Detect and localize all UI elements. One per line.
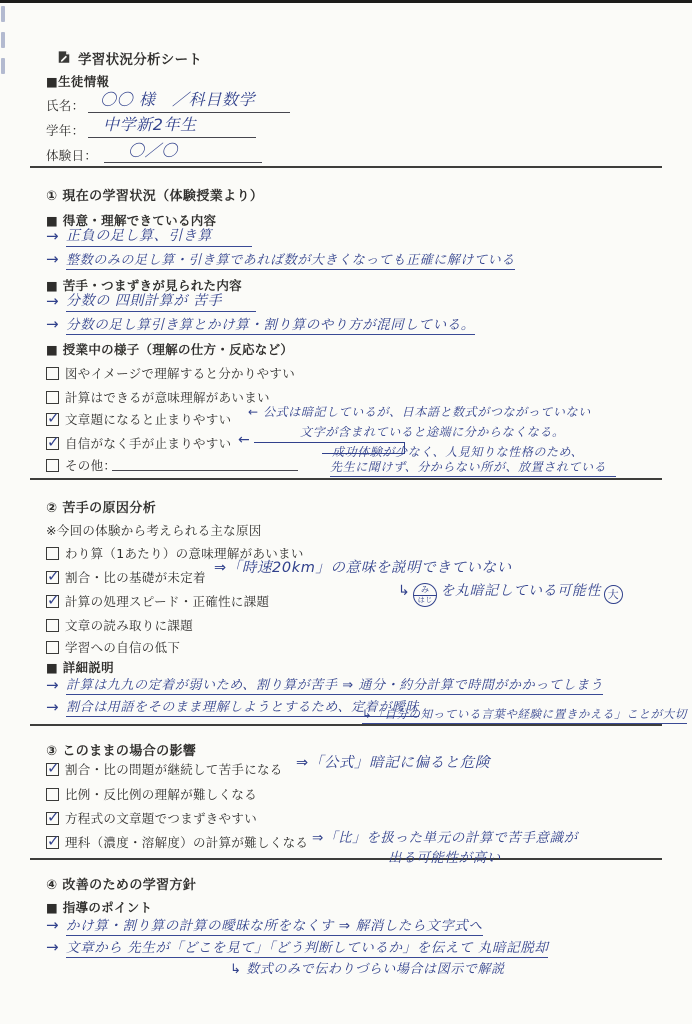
checkbox-other	[46, 459, 59, 472]
weaknesses-heading: ■ 苦手・つまずきが見られた内容	[46, 278, 242, 293]
section-divider-2	[30, 478, 662, 480]
handwritten-arrow: →	[46, 938, 59, 956]
scan-edge-top	[0, 0, 692, 3]
handwritten-arrow: →	[46, 250, 59, 268]
handwritten-arrow: →	[46, 698, 59, 716]
annotation-ratio-units-2: 出る可能性が高い	[388, 850, 501, 866]
annotation-word-problems: ← 公式は暗記しているが、日本語と数式がつながっていない	[248, 405, 591, 419]
annotation-mihaji-memorized	[398, 580, 623, 607]
guidance-point-2: 文章から 先生が「どこを見て」「どう判断しているか」を伝えて 丸暗記脱却	[66, 936, 548, 958]
date-value-handwritten: 〇／〇	[128, 141, 178, 160]
strength-item-2: 整数のみの足し算・引き算であれば数が大きくなっても正確に解けている	[66, 249, 515, 270]
detail-item-2: 割合は用語をそのまま理解しようとするため、定着が曖昧	[66, 696, 419, 717]
checkbox-label: 比例・反比例の理解が難しくなる	[65, 787, 258, 802]
checkbox-reading-comprehension	[46, 619, 59, 632]
guidance-point-3: ↳ 数式のみで伝わりづらい場合は図示で解説	[230, 962, 505, 977]
handwritten-arrow: →	[46, 292, 59, 310]
mihaji-circle-diagram: み はじ	[413, 583, 437, 607]
checkbox-proportion-difficulty	[46, 788, 59, 801]
checkbox-ratio-stays-weak: ✓	[47, 759, 60, 777]
strengths-heading: ■ 得意・理解できている内容	[46, 213, 217, 228]
checkbox-label: 文章の読み取りに課題	[65, 618, 194, 633]
checkbox-low-confidence	[46, 641, 59, 654]
checkbox-label: わり算（1あたり）の意味理解があいまい	[65, 546, 304, 561]
behavior-heading: ■ 授業中の様子（理解の仕方・反応など）	[46, 342, 294, 357]
strength-item-1: 正負の足し算、引き算	[66, 225, 252, 247]
annotation-ratio-units-1: ⇒「比」を扱った単元の計算で苦手意識が	[312, 830, 578, 846]
weak-item-1: 分数の 四則計算が 苦手	[66, 290, 256, 312]
memo-icon	[57, 49, 71, 68]
checkbox-science-calc-difficulty: ✓	[47, 832, 60, 850]
checkbox-word-problems-stall: ✓	[47, 409, 60, 427]
section4-title: ④ 改善のための学習方針	[46, 878, 197, 893]
weak-item-2: 分数の足し算引き算とかけ算・割り算のやり方が混同している。	[66, 313, 475, 335]
checkbox-no-confidence: ✓	[47, 433, 60, 451]
return-arrow-glyph: ↳	[398, 583, 411, 599]
detail-item-1: 計算は九九の定着が弱いため、割り算が苦手 ⇒ 通分・約分計算で時間がかかってしまう	[66, 674, 603, 695]
name-value-handwritten: 〇〇 様 ／科目数学	[100, 90, 256, 109]
checkbox-label: 割合・比の基礎が未定着	[65, 570, 206, 585]
annotation-letters-confusion: 文字が含まれていると途端に分からなくなる。	[300, 425, 565, 439]
section-divider-1	[30, 166, 662, 168]
handwritten-arrow: →	[46, 315, 59, 333]
checkbox-label: 割合・比の問題が継続して苦手になる	[65, 762, 283, 777]
handwritten-arrow: →	[46, 227, 59, 245]
section-divider-3	[30, 724, 662, 726]
page-title: 学習状況分析シート	[78, 52, 203, 68]
section1-title: ① 現在の学習状況（体験授業より）	[46, 189, 264, 204]
student-info-heading: ■生徒情報	[46, 74, 110, 89]
detail-item-3: ↳「自分の知っている言葉や経験に置きかえる」ことが大切	[362, 706, 687, 724]
other-field-line	[112, 470, 298, 471]
checkbox-calc-meaning-vague	[46, 391, 59, 404]
handwritten-arrow: →	[46, 916, 59, 934]
checkbox-ratio-basics-weak: ✓	[47, 567, 60, 585]
handwritten-arrow: →	[46, 676, 59, 694]
section2-subtitle: ※今回の体験から考えられる主な原因	[46, 523, 262, 538]
name-label: 氏名：	[46, 98, 85, 113]
annotation-speed-meaning: ⇒「時速20km」の意味を説明できていない	[214, 560, 512, 576]
annotation-text: を丸暗記している可能性	[440, 583, 601, 599]
annotation-few-successes: 成功体験が少なく、人見知りな性格のため、	[332, 445, 584, 459]
section3-title: ③ このままの場合の影響	[46, 744, 197, 759]
checkbox-label: 自信がなく手が止まりやすい	[65, 436, 232, 451]
grade-label: 学年：	[46, 123, 85, 138]
checkbox-division-meaning	[46, 547, 59, 560]
checkbox-label: 計算はできるが意味理解があいまい	[65, 390, 270, 405]
detail-heading: ■ 詳細説明	[46, 660, 114, 675]
checkbox-calc-speed-accuracy: ✓	[47, 591, 60, 609]
annotation-formula-memorization-risk: ⇒「公式」暗記に偏ると危険	[296, 755, 490, 771]
scan-edge-artifact	[0, 0, 6, 120]
date-field-line	[104, 162, 262, 163]
checkbox-label: 理科（濃度・溶解度）の計算が難しくなる	[65, 835, 309, 850]
circled-dai-mark: 大	[604, 585, 623, 604]
guidance-point-1: かけ算・割り算の計算の曖昧な所をなくす ⇒ 解消したら文字式へ	[66, 914, 483, 936]
checkbox-equation-word-problems: ✓	[47, 808, 60, 826]
checkbox-diagram-understanding	[46, 367, 59, 380]
grade-value-handwritten: 中学新2年生	[103, 115, 197, 134]
checkbox-label: 方程式の文章題でつまずきやすい	[65, 811, 258, 826]
date-label: 体験日：	[46, 148, 98, 163]
guidance-heading: ■ 指導のポイント	[46, 900, 153, 915]
section2-title: ② 苦手の原因分析	[46, 501, 157, 516]
checkbox-label: その他：	[65, 458, 117, 473]
checkbox-label: 図やイメージで理解すると分かりやすい	[65, 366, 296, 381]
annotation-left-arrow: ←	[238, 432, 251, 448]
checkbox-label: 学習への自信の低下	[65, 640, 181, 655]
checkbox-label: 文章題になると止まりやすい	[65, 412, 232, 427]
checkbox-label: 計算の処理スピード・正確性に課題	[65, 594, 270, 609]
annotation-cannot-ask-teacher: 先生に聞けず、分からない所が、放置されている	[330, 458, 616, 477]
section-divider-4	[30, 858, 662, 860]
